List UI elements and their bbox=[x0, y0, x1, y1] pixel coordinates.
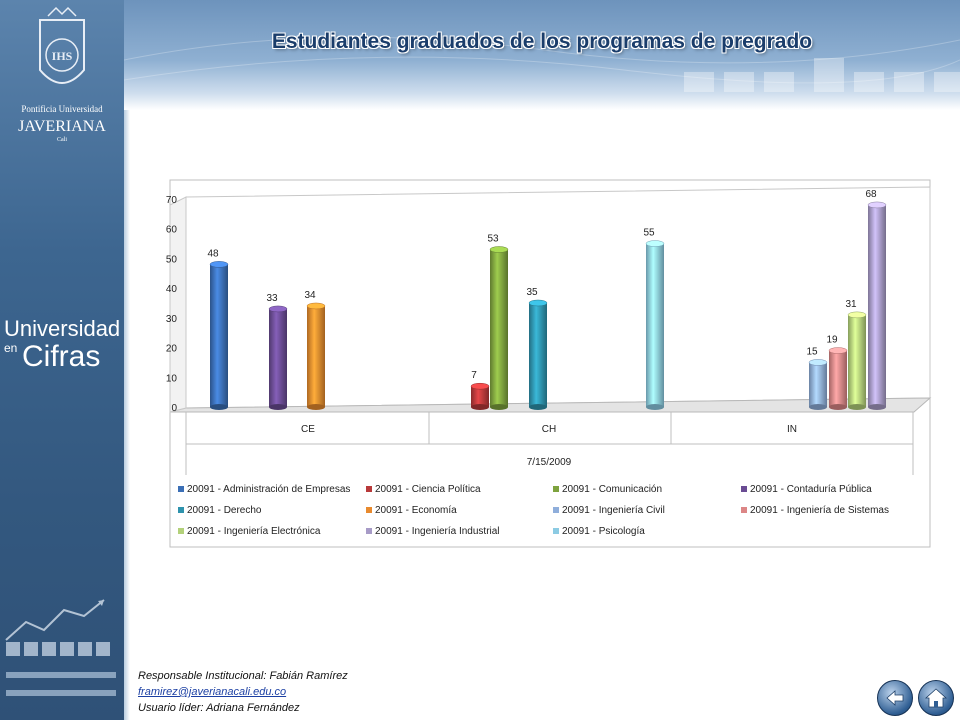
data-label: 19 bbox=[826, 334, 838, 346]
back-button[interactable] bbox=[877, 680, 913, 716]
y-tick-label: 70 bbox=[165, 195, 177, 206]
footer bbox=[138, 668, 348, 716]
legend-label: 20091 - Economía bbox=[375, 505, 457, 516]
legend-label: 20091 - Administración de Empresas bbox=[187, 484, 351, 495]
legend-label: 20091 - Ingeniería Civil bbox=[562, 505, 665, 516]
data-label: 35 bbox=[526, 287, 538, 298]
legend-label: 20091 - Ciencia Política bbox=[375, 484, 481, 495]
brand-cifras: Cifras bbox=[22, 340, 101, 373]
legend-item bbox=[741, 484, 872, 495]
legend-item bbox=[553, 526, 645, 537]
legend-label: 20091 - Ingeniería Electrónica bbox=[187, 526, 321, 537]
home-icon bbox=[919, 681, 953, 715]
y-tick-label: 10 bbox=[165, 373, 177, 385]
back-arrow-icon bbox=[878, 681, 912, 715]
bar bbox=[646, 241, 664, 410]
x-axis-label: 7/15/2009 bbox=[526, 457, 572, 468]
footer-usuario: Usuario líder: Adriana Fernández bbox=[138, 702, 300, 714]
y-tick-label: 20 bbox=[165, 343, 177, 355]
page-title: Estudiantes graduados de los programas de pregrado bbox=[271, 30, 813, 53]
data-label: 53 bbox=[487, 233, 499, 245]
legend-item bbox=[178, 484, 350, 495]
data-label: 68 bbox=[865, 188, 877, 200]
data-label: 31 bbox=[845, 298, 857, 310]
legend-item bbox=[178, 505, 262, 516]
bar bbox=[848, 312, 866, 410]
y-tick-label: 60 bbox=[165, 224, 177, 236]
y-tick-label: 30 bbox=[165, 313, 177, 325]
bar bbox=[471, 383, 489, 410]
legend-item bbox=[553, 505, 665, 516]
svg-text:IHS: IHS bbox=[51, 49, 73, 63]
legend-item bbox=[741, 505, 889, 516]
category-label: CH bbox=[541, 424, 557, 435]
legend-label: 20091 - Comunicación bbox=[562, 484, 663, 495]
legend-label: 20091 - Ingeniería Industrial bbox=[375, 526, 500, 537]
y-tick-label: 40 bbox=[165, 284, 177, 296]
footer-responsable: Responsable Institucional: Fabián Ramírez bbox=[138, 670, 348, 682]
legend-item bbox=[178, 526, 321, 537]
category-label: CE bbox=[301, 424, 315, 435]
legend-item bbox=[366, 505, 457, 516]
data-label: 34 bbox=[304, 289, 316, 301]
legend-label: 20091 - Contaduría Pública bbox=[750, 484, 872, 495]
bar bbox=[269, 306, 287, 410]
y-tick-label: 50 bbox=[165, 254, 177, 266]
bar bbox=[210, 261, 228, 410]
category-label: IN bbox=[787, 424, 797, 435]
logo-line1: Pontificia Universidad bbox=[21, 104, 103, 114]
footer-email-link[interactable]: framirez@javerianacali.edu.co bbox=[138, 686, 287, 698]
bar bbox=[829, 348, 847, 410]
legend-label: 20091 - Derecho bbox=[187, 505, 262, 516]
y-tick-label: 0 bbox=[171, 403, 177, 414]
brand-en: en bbox=[4, 341, 18, 355]
bar bbox=[868, 202, 886, 410]
legend-item bbox=[553, 484, 662, 495]
legend-label: 20091 - Psicología bbox=[562, 526, 645, 537]
bar bbox=[490, 247, 508, 410]
brand-universidad: Universidad bbox=[4, 316, 121, 341]
bar bbox=[809, 359, 827, 410]
data-label: 15 bbox=[806, 346, 818, 358]
legend-item bbox=[366, 526, 500, 537]
legend-label: 20091 - Ingeniería de Sistemas bbox=[750, 505, 889, 516]
bar bbox=[307, 303, 325, 410]
data-label: 33 bbox=[266, 292, 278, 304]
data-label: 55 bbox=[643, 227, 655, 239]
home-button[interactable] bbox=[918, 680, 954, 716]
data-label: 48 bbox=[207, 248, 219, 260]
bar bbox=[529, 300, 547, 410]
logo-line3: Cali bbox=[57, 137, 67, 143]
logo-line2: JAVERIANA bbox=[18, 118, 106, 135]
legend-item bbox=[366, 484, 481, 495]
data-label: 7 bbox=[471, 370, 477, 382]
